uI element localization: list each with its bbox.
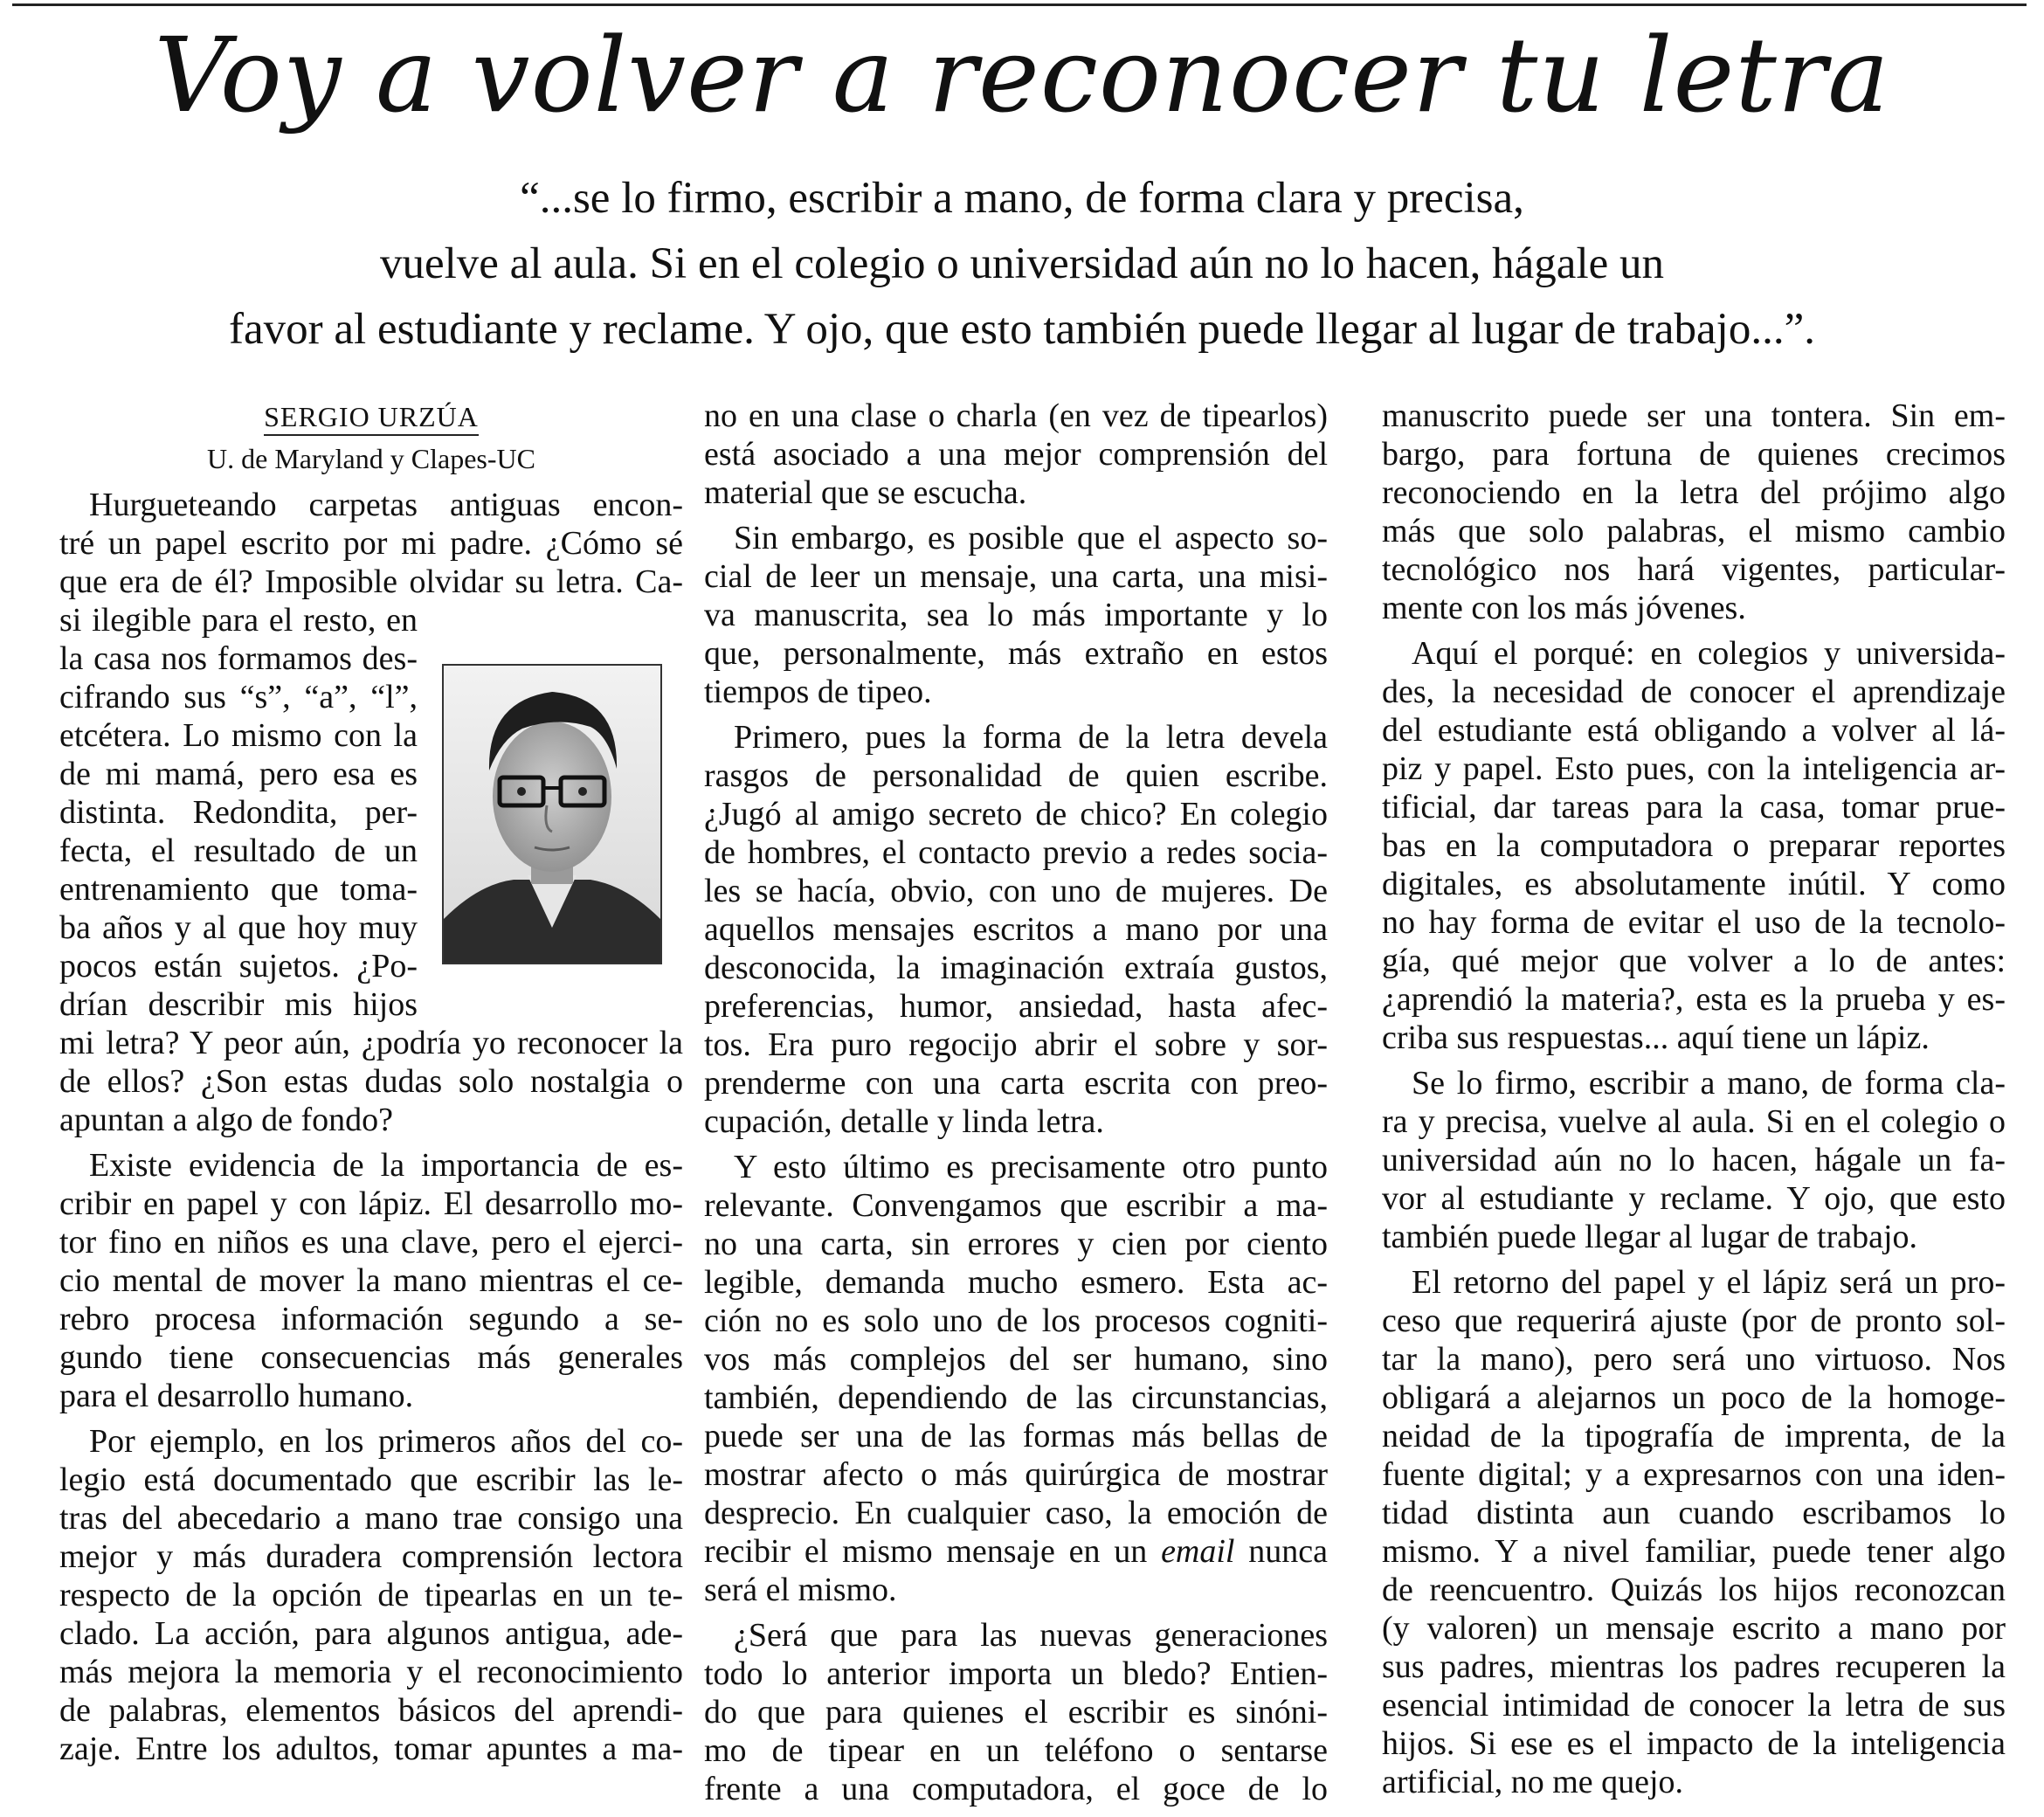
text-line: rebro procesa información segundo a se- (59, 1301, 683, 1337)
text-line: Existe evidencia de la importancia de es- (89, 1147, 683, 1184)
text-line (704, 1532, 1328, 1571)
text-line: digitales, es absolutamente inútil. Y como (1382, 866, 2006, 902)
text-fragment: nunca (1248, 1533, 1329, 1570)
text-line: está asociado a una mejor comprensión del (704, 436, 1328, 473)
text-line: tras del abecedario a mano trae consigo una (59, 1500, 683, 1537)
text-line: universidad aún no lo hacen, hágale un fa- (1382, 1142, 2006, 1178)
text-line: puede ser una de las formas más bellas de (704, 1418, 1328, 1454)
text-line: cifrando sus “s”, “a”, “l”, (59, 679, 418, 715)
text-line: bargo, para fortuna de quienes crecimos (1382, 436, 2006, 473)
text-line: zaje. Entre los adultos, tomar apuntes a ma- (59, 1731, 683, 1767)
text-line: no hay forma de evitar el uso de la tecnolo- (1382, 904, 2006, 941)
text-line: preferencias, humor, ansiedad, hasta afec- (704, 988, 1328, 1025)
text-line: legible, demanda mucho esmero. Esta ac- (704, 1264, 1328, 1301)
headline: Voy a volver a reconocer tu letra (154, 15, 1890, 135)
text-line: artificial, no me quejo. (1382, 1764, 1684, 1800)
text-line: El retorno del papel y el lápiz será un pro- (1412, 1264, 2006, 1301)
text-line: tré un papel escrito por mi padre. ¿Cómo sé (59, 525, 683, 562)
text-line: desprecio. En cualquier caso, la emoción de (704, 1495, 1328, 1531)
text-line: entrenamiento que toma- (59, 871, 418, 908)
text-line: ción no es solo uno de los procesos cogniti- (704, 1302, 1328, 1339)
author-portrait-image (444, 666, 660, 963)
text-line: tar la mano), pero será uno virtuoso. Nos (1382, 1341, 2006, 1378)
text-line: de hombres, el contacto previo a redes socia- (704, 834, 1328, 871)
text-line: mente con los más jóvenes. (1382, 590, 1746, 626)
text-line: des, la necesidad de conocer el aprendizaje (1382, 674, 2006, 710)
text-line: material que se escucha. (704, 474, 1027, 511)
text-line: hijos. Si ese es el impacto de la inteligencia (1382, 1725, 2006, 1762)
text-line: de palabras, elementos básicos del aprendi- (59, 1692, 683, 1729)
text-line: vos más complejos del ser humano, sino (704, 1341, 1328, 1378)
text-line: Aquí el porqué: en colegios y universida- (1412, 635, 2006, 672)
text-line: tecnológico nos hará vigentes, particular- (1382, 551, 2006, 588)
text-line: relevante. Convengamos que escribir a ma- (704, 1187, 1328, 1224)
text-line: (y valoren) un mensaje escrito a mano por (1382, 1610, 2006, 1647)
byline-affiliation: U. de Maryland y Clapes-UC (207, 443, 535, 474)
text-line: tiempos de tipeo. (704, 674, 932, 710)
text-line: mismo. Y a nivel familiar, puede tener algo (1382, 1533, 2006, 1570)
text-line: ¿Será que para las nuevas generaciones (734, 1617, 1328, 1654)
text-line: cupación, detalle y linda letra. (704, 1103, 1104, 1140)
text-line: no una carta, sin errores y cien por ciento (704, 1226, 1328, 1262)
text-line: prenderme con una carta escrita con preo- (704, 1065, 1328, 1102)
text-fragment: recibir el mismo mensaje en un (704, 1533, 1148, 1570)
text-line: criba sus respuestas... aquí tiene un lápiz. (1382, 1019, 1930, 1056)
text-line: Por ejemplo, en los primeros años del co- (89, 1423, 683, 1460)
text-line: tor fino en niños es una clave, pero el ejerci- (59, 1224, 683, 1261)
text-line: ba años y al que hoy muy (59, 909, 418, 946)
text-line: para el desarrollo humano. (59, 1378, 414, 1414)
text-line: bas en la computadora o preparar reportes (1382, 827, 2006, 864)
text-line: etcétera. Lo mismo con la (59, 717, 418, 754)
text-line: reconociendo en la letra del prójimo algo (1382, 474, 2006, 511)
text-line: clado. La acción, para algunos antigua, ade- (59, 1615, 683, 1652)
text-line: cribir en papel y con lápiz. El desarrollo mo- (59, 1185, 683, 1222)
text-line: tidad distinta aun cuando escribamos lo (1382, 1495, 2006, 1531)
text-line: del estudiante está obligando a volver al lá- (1382, 712, 2006, 749)
text-line: mejor y más duradera comprensión lectora (59, 1538, 683, 1575)
text-line: sus padres, mientras los padres recuperen la (1382, 1648, 2006, 1685)
text-line: de mi mamá, pero esa es (59, 756, 418, 792)
text-line: mostrar afecto o más quirúrgica de mostrar (704, 1456, 1328, 1493)
text-line: drían describir mis hijos (59, 986, 418, 1023)
pull-quote-deck (79, 166, 1965, 363)
text-line: les se hacía, obvio, con uno de mujeres. De (704, 873, 1328, 909)
author-photo (442, 664, 662, 964)
text-line: distinta. Redondita, per- (59, 794, 418, 831)
text-line: manuscrito puede ser una tontera. Sin em- (1382, 397, 2006, 434)
text-line: do que para quienes el escribir es sinóni- (704, 1694, 1328, 1731)
text-line: desconocida, la imaginación extraía gustos, (704, 950, 1328, 986)
text-line: va manuscrita, sea lo más importante y lo (704, 597, 1328, 633)
text-line: la casa nos formamos des- (59, 640, 418, 677)
text-line: fuente digital; y a expresarnos con una iden- (1382, 1456, 2006, 1493)
text-line: cial de leer un mensaje, una carta, una misi- (704, 558, 1328, 595)
text-line: que era de él? Imposible olvidar su letra. Ca- (59, 563, 683, 600)
text-line: esencial intimidad de conocer la letra de sus (1382, 1687, 2006, 1724)
text-line: Primero, pues la forma de la letra devela (734, 719, 1328, 756)
text-line: tificial, dar tareas para la casa, tomar prue- (1382, 789, 2006, 826)
article-column-3 (1382, 397, 2006, 1801)
text-line: ¿Jugó al amigo secreto de chico? En colegio (704, 796, 1328, 833)
text-line: ¿aprendió la materia?, esta es la prueba y es- (1382, 981, 2006, 1018)
byline-author: SERGIO URZÚA (59, 397, 683, 437)
text-line: Y esto último es precisamente otro punto (734, 1149, 1328, 1185)
text-line: también puede llegar al lugar de trabajo. (1382, 1219, 1918, 1255)
deck-line: favor al estudiante y reclame. Y ojo, que esto también puede llegar al lugar de trabajo...”. (229, 305, 1815, 354)
article-column-1 (59, 397, 683, 1768)
article-column-2 (704, 397, 1328, 1808)
text-line: respecto de la opción de tipearlas en un te- (59, 1577, 683, 1613)
text-line: fecta, el resultado de un (59, 833, 418, 869)
text-line: legio está documentado que escribir las le- (59, 1461, 683, 1498)
text-line: mi letra? Y peor aún, ¿podría yo reconocer la (59, 1025, 683, 1061)
text-line: tos. Era puro regocijo abrir el sobre y sor- (704, 1026, 1328, 1063)
deck-line: vuelve al aula. Si en el colegio o universidad aún no lo hacen, hágale un (379, 239, 1664, 288)
text-line: apuntan a algo de fondo? (59, 1102, 393, 1138)
text-line: más mejora la memoria y el reconocimiento (59, 1654, 683, 1690)
top-rule (12, 3, 2027, 6)
text-line: ceso que requerirá ajuste (por de pronto sol- (1382, 1302, 2006, 1339)
text-line: gundo tiene consecuencias más generales (59, 1339, 683, 1376)
text-line: Hurgueteando carpetas antiguas encon- (89, 487, 683, 523)
text-line: de reencuentro. Quizás los hijos reconozcan (1382, 1572, 2006, 1608)
text-line: pocos están sujetos. ¿Po- (59, 948, 418, 984)
text-line: gía, qué mejor que volver a lo de antes: (1382, 943, 2006, 979)
text-line: neidad de la tipografía de imprenta, de la (1382, 1418, 2006, 1454)
text-line: todo lo anterior importa un bledo? Entien- (704, 1655, 1328, 1692)
email-italic-word: email (1161, 1533, 1235, 1570)
text-line: obligará a alejarnos un poco de la homoge- (1382, 1379, 2006, 1416)
text-line: de ellos? ¿Son estas dudas solo nostalgia o (59, 1063, 683, 1100)
text-line: Sin embargo, es posible que el aspecto so- (734, 520, 1328, 556)
text-line: mo de tipear en un teléfono o sentarse (704, 1732, 1328, 1769)
text-line: será el mismo. (704, 1572, 897, 1608)
text-line: rasgos de personalidad de quien escribe. (704, 757, 1328, 794)
text-line: frente a una computadora, el goce de lo (704, 1771, 1328, 1807)
text-line: no en una clase o charla (en vez de tipearlos) (704, 397, 1328, 434)
text-line: vor al estudiante y reclame. Y ojo, que esto (1382, 1180, 2006, 1217)
text-line: cio mental de mover la mano mientras el ce- (59, 1262, 683, 1299)
text-line: que, personalmente, más extraño en estos (704, 635, 1328, 672)
text-line: piz y papel. Esto pues, con la inteligencia ar- (1382, 750, 2006, 787)
text-line: si ilegible para el resto, en (59, 602, 418, 639)
text-line: aquellos mensajes escritos a mano por una (704, 911, 1328, 948)
text-line: ra y precisa, vuelve al aula. Si en el colegio o (1382, 1103, 2006, 1140)
text-line: más que solo palabras, el mismo cambio (1382, 513, 2006, 549)
deck-line: “...se lo firmo, escribir a mano, de forma clara y precisa, (520, 174, 1524, 223)
text-line: también, dependiendo de las circunstancias, (704, 1379, 1328, 1416)
text-line: Se lo firmo, escribir a mano, de forma cla- (1412, 1065, 2006, 1102)
